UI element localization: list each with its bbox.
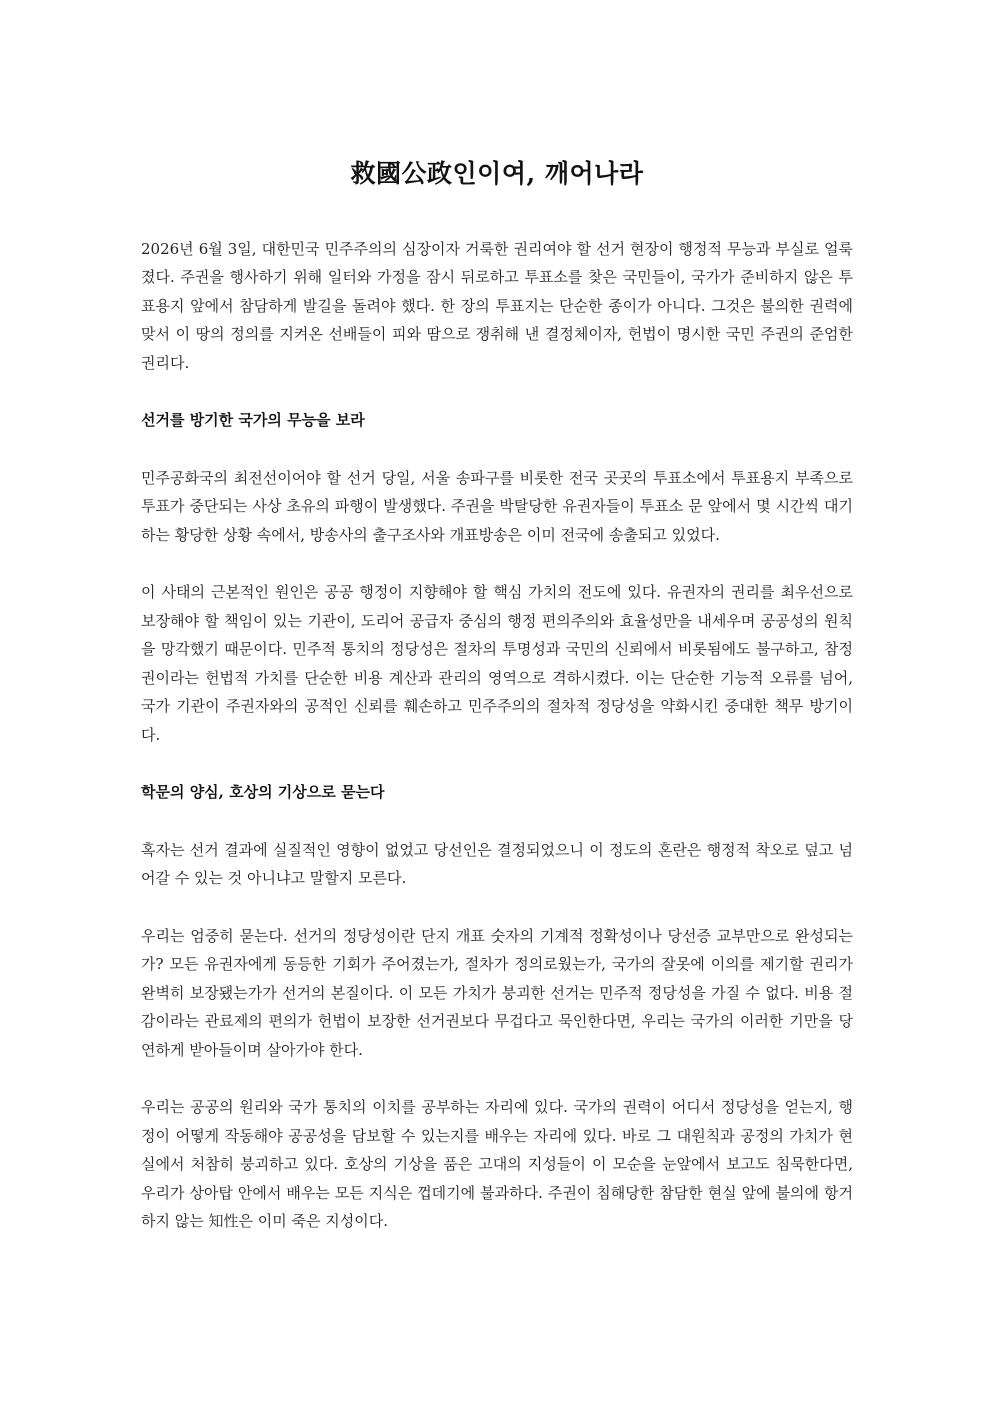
paragraph-conclusion: 우리는 공공의 원리와 국가 통치의 이치를 공부하는 자리에 있다. 국가의 권력이 어디서 정당성을 얻는지, 행정이 어떻게 작동해야 공공성을 담보할 수 있는지를 배우는 자리에 있다. 바로 그 대원칙과 공정의 가치가 현실에서 처참히 붕괴하고 있다. 호상의 기상을 품은 고대의 지성들이 이 모순을 눈앞에서 보고도 침묵한다면, 우리가 상아탑 안에서 배우는 모든 지식은 껍데기에 불과하다. 주권이 침해당한 참담한 현실 앞에 불의에 항거하지 않는 知性은 이미 죽은 지성이다. (141, 1098, 853, 1230)
paragraph-objection: 혹자는 선거 결과에 실질적인 영향이 없었고 당선인은 결정되었으니 이 정도의 혼란은 행정적 착오로 덮고 넘어갈 수 있는 것 아니냐고 말할지 모른다. (141, 840, 853, 887)
paragraph-election-day: 민주공화국의 최전선이어야 할 선거 당일, 서울 송파구를 비롯한 전국 곳곳의 투표소에서 투표용지 부족으로 투표가 중단되는 사상 초유의 파행이 발생했다. 주권을 박탈당한 유권자들이 투표소 문 앞에서 몇 시간씩 대기하는 황당한 상황 속에서, 방송사의 출구조사와 개표방송은 이미 전국에 송출되고 있었다. (141, 468, 853, 544)
section-heading-conscience: 학문의 양심, 호상의 기상으로 묻는다 (141, 783, 385, 801)
paragraph-legitimacy: 우리는 엄중히 묻는다. 선거의 정당성이란 단지 개표 숫자의 기계적 정확성이나 당선증 교부만으로 완성되는가? 모든 유권자에게 동등한 기회가 주어졌는가, 절차가 정의로웠는가, 국가의 잘못에 이의를 제기할 권리가 완벽히 보장됐는가가 선거의 본질이다. 이 모든 가치가 붕괴한 선거는 민주적 정당성을 가질 수 없다. 비용 절감이라는 관료제의 편의가 헌법이 보장한 선거권보다 무겁다고 묵인한다면, 우리는 국가의 이러한 기만을 당연하게 받아들이며 살아가야 한다. (141, 926, 853, 1059)
section-heading-incompetence: 선거를 방기한 국가의 무능을 보라 (141, 411, 365, 429)
document-title: 救國公政인이여, 깨어나라 (350, 159, 644, 188)
paragraph-intro: 2026년 6월 3일, 대한민국 민주주의의 심장이자 거룩한 권리여야 할 선거 현장이 행정적 무능과 부실로 얼룩졌다. 주권을 행사하기 위해 일터와 가정을 잠시 뒤로하고 투표소를 찾은 국민들이, 국가가 준비하지 않은 투표용지 앞에서 참담하게 발길을 돌려야 했다. 한 장의 투표지는 단순한 종이가 아니다. 그것은 불의한 권력에 맞서 이 땅의 정의를 지켜온 선배들이 피와 땀으로 쟁취해 낸 결정체이자, 헌법이 명시한 국민 주권의 준엄한 권리다. (141, 239, 853, 372)
document-page (141, 158, 853, 1265)
paragraph-root-cause: 이 사태의 근본적인 원인은 공공 행정이 지향해야 할 핵심 가치의 전도에 있다. 유권자의 권리를 최우선으로 보장해야 할 책임이 있는 기관이, 도리어 공급자 중심의 행정 편의주의와 효율성만을 내세우며 공공성의 원칙을 망각했기 때문이다. 민주적 통치의 정당성은 절차의 투명성과 국민의 신뢰에서 비롯됨에도 불구하고, 참정권이라는 헌법적 가치를 단순한 비용 계산과 관리의 영역으로 격하시켰다. 이는 단순한 기능적 오류를 넘어, 국가 기관이 주권자와의 공적인 신뢰를 훼손하고 민주주의의 절차적 정당성을 약화시킨 중대한 책무 방기이다. (141, 583, 853, 744)
